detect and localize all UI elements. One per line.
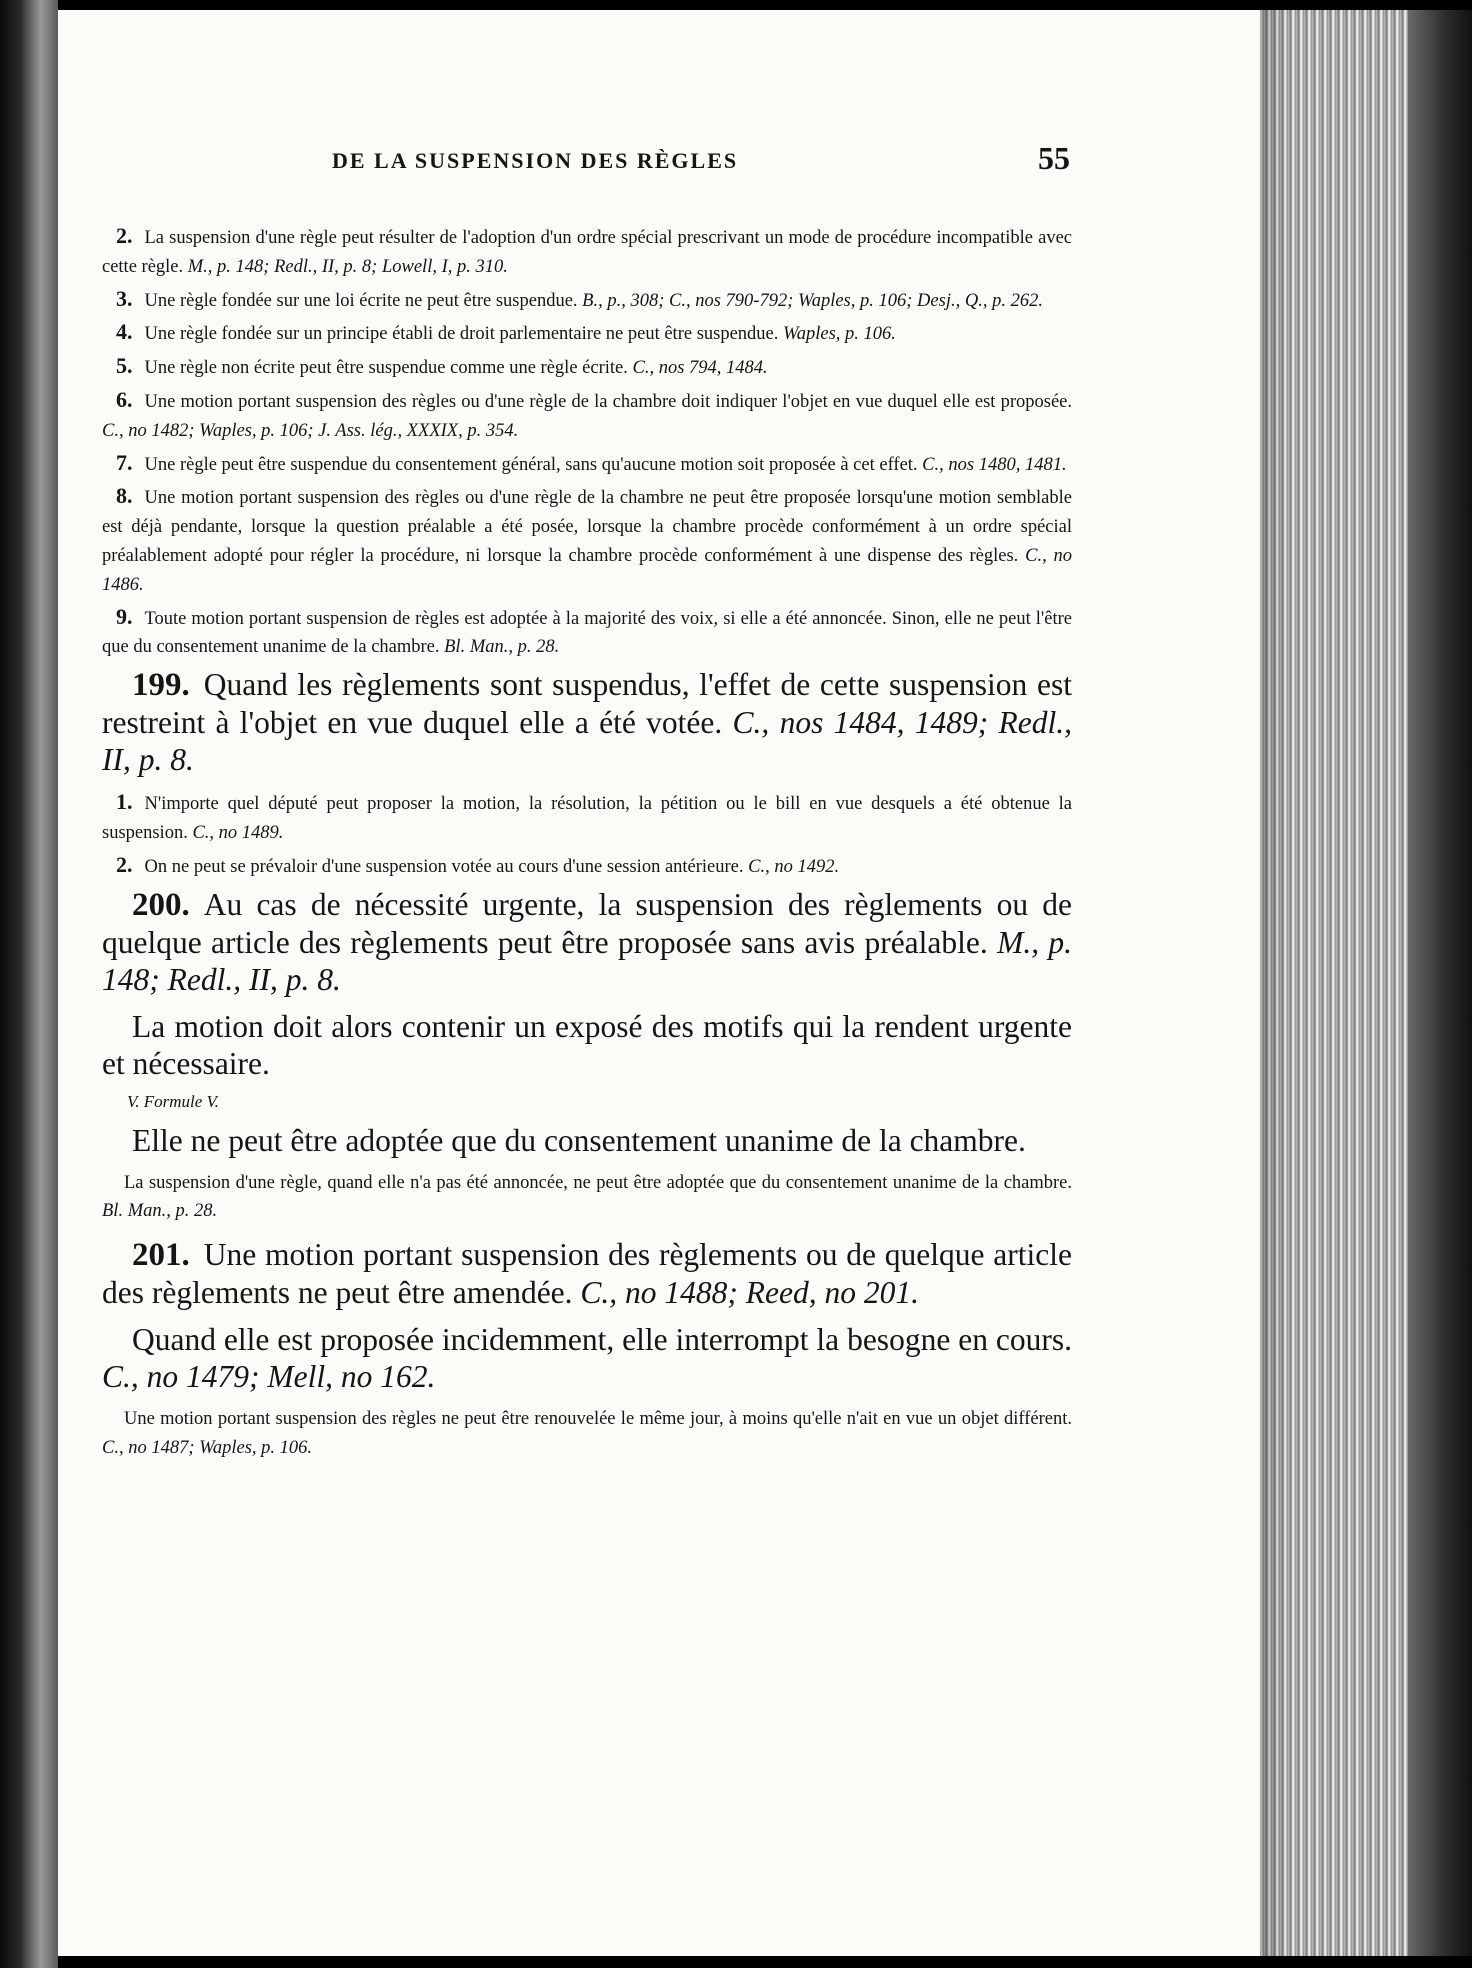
page-body: [102, 222, 1072, 1473]
note-text: Une motion portant suspension des règles ou d'une règle de la chambre ne peut être proposée lorsqu'une motion semblable est déjà pendante, lorsque la question préalable a été posée, lorsque la chambre procède conformément à un ordre spécial préalablement adopté pour régler la procédure, ni lorsque la chambre procède conformément à une dispense des règles.: [102, 488, 1072, 566]
page-number: 55: [1038, 140, 1070, 176]
article-200-paragraph-2: La motion doit alors contenir un exposé des motifs qui la rendent urgente et nécessaire.: [102, 1008, 1072, 1081]
formula-reference: V. Formule V.: [127, 1091, 219, 1111]
article-201: [102, 1236, 1072, 1311]
article-text: Au cas de nécessité urgente, la suspension des règlements ou de quelque article des règlements peut être proposée sans avis préalable.: [102, 886, 1072, 960]
note-text: On ne peut se prévaloir d'une suspension votée au cours d'une session antérieure.: [144, 856, 744, 877]
numbered-note: [102, 386, 1072, 446]
article-text: Une motion portant suspension des règlements ou de quelque article des règlements ne peut être amendée.: [102, 1237, 1072, 1311]
numbered-note: [102, 449, 1072, 480]
paragraph-citation: C., no 1479; Mell, no 162.: [102, 1359, 436, 1395]
note-number: 9.: [116, 603, 133, 629]
note-citation: Bl. Man., p. 28.: [444, 637, 560, 658]
numbered-note: [102, 222, 1072, 282]
numbered-note: [102, 482, 1072, 599]
note-citation: C., no 1486.: [102, 545, 1073, 595]
note-text: La suspension d'une règle, quand elle n'a pas été annoncée, ne peut être adoptée que du consentement unanime de la chambre.: [124, 1172, 1072, 1193]
note-text: Une règle non écrite peut être suspendue comme une règle écrite.: [144, 358, 628, 379]
note-text: Une règle fondée sur un principe établi de droit parlementaire ne peut être suspendue.: [144, 324, 779, 345]
note-number: 4.: [116, 319, 133, 345]
article-199: [102, 666, 1072, 778]
notes-article-198: [102, 222, 1072, 662]
running-head: DE LA SUSPENSION DES RÈGLES: [332, 148, 739, 173]
page-header: [102, 140, 1072, 180]
note-text: Une motion portant suspension des règles ou d'une règle de la chambre doit indiquer l'objet en vue duquel elle est proposée.: [144, 391, 1072, 412]
article-number: 199.: [132, 667, 190, 704]
note-text: Une motion portant suspension des règles ne peut être renouvelée le même jour, à moins qu'elle n'ait en vue un objet différent.: [124, 1409, 1072, 1430]
note-text: Une règle peut être suspendue du consentement général, sans qu'aucune motion soit proposée à cet effet.: [144, 454, 918, 475]
note-number: 7.: [116, 449, 133, 475]
article-citation: M., p. 148; Redl., II, p. 8.: [102, 924, 1072, 997]
note-text: Toute motion portant suspension de règles est adoptée à la majorité des voix, si elle a été annoncée. Sinon, elle ne peut l'être que du consentement unanime de la chambre.: [102, 608, 1072, 658]
article-citation: C., no 1488; Reed, no 201.: [580, 1275, 919, 1311]
article-200-note: [102, 1169, 1072, 1227]
note-number: 2.: [116, 851, 133, 877]
note-citation: Waples, p. 106.: [783, 324, 896, 345]
note-citation: B., p., 308; C., nos 790-792; Waples, p. 106; Desj., Q., p. 262.: [582, 290, 1043, 311]
note-citation: C., no 1492.: [748, 856, 840, 877]
notes-article-199: [102, 788, 1072, 881]
note-number: 8.: [116, 483, 133, 509]
numbered-note: [102, 285, 1072, 316]
article-200-paragraph-3: Elle ne peut être adoptée que du consentement unanime de la chambre.: [132, 1122, 1026, 1158]
note-number: 1.: [116, 789, 133, 815]
note-text: La suspension d'une règle peut résulter de l'adoption d'un ordre spécial prescrivant un mode de procédure incompatible avec cette règle.: [102, 228, 1072, 277]
book-cover-edge: [1408, 10, 1472, 1956]
paragraph-text: Quand elle est proposée incidemment, elle interrompt la besogne en cours.: [132, 1322, 1072, 1358]
article-201-note: [102, 1405, 1072, 1463]
numbered-note: [102, 352, 1072, 383]
note-citation: C., nos 1480, 1481.: [922, 454, 1067, 475]
note-citation: C., no 1489.: [192, 822, 284, 843]
note-number: 2.: [116, 223, 133, 248]
book-page: [58, 10, 1260, 1956]
note-citation: C., nos 794, 1484.: [632, 358, 768, 379]
book-page-edges-right: [1260, 10, 1472, 1956]
numbered-note: [102, 318, 1072, 349]
article-201-paragraph-2: [102, 1321, 1072, 1395]
article-text: Quand les règlements sont suspendus, l'effet de cette suspension est restreint à l'objet en vue duquel elle a été votée.: [102, 667, 1072, 741]
note-number: 3.: [116, 285, 133, 311]
note-citation: Bl. Man., p. 28.: [102, 1201, 218, 1222]
note-number: 6.: [116, 386, 133, 412]
note-number: 5.: [116, 353, 133, 379]
article-number: 201.: [132, 1237, 190, 1274]
note-text: N'importe quel député peut proposer la motion, la résolution, la pétition ou le bill en vue desquels a été obtenue la suspension.: [102, 794, 1072, 843]
numbered-note: [102, 788, 1072, 848]
note-text: Une règle fondée sur une loi écrite ne peut être suspendue.: [144, 290, 578, 311]
book-gutter-left: [0, 0, 58, 1968]
article-citation: C., nos 1484, 1489; Redl., II, p. 8.: [102, 705, 1073, 778]
note-citation: C., no 1487; Waples, p. 106.: [102, 1437, 313, 1458]
note-citation: C., no 1482; Waples, p. 106; J. Ass. lég., XXXIX, p. 354.: [102, 420, 519, 441]
article-number: 200.: [132, 886, 190, 923]
numbered-note: [102, 603, 1072, 663]
numbered-note: [102, 851, 1072, 882]
note-citation: M., p. 148; Redl., II, p. 8; Lowell, I, p. 310.: [187, 256, 508, 277]
article-200: [102, 886, 1072, 998]
